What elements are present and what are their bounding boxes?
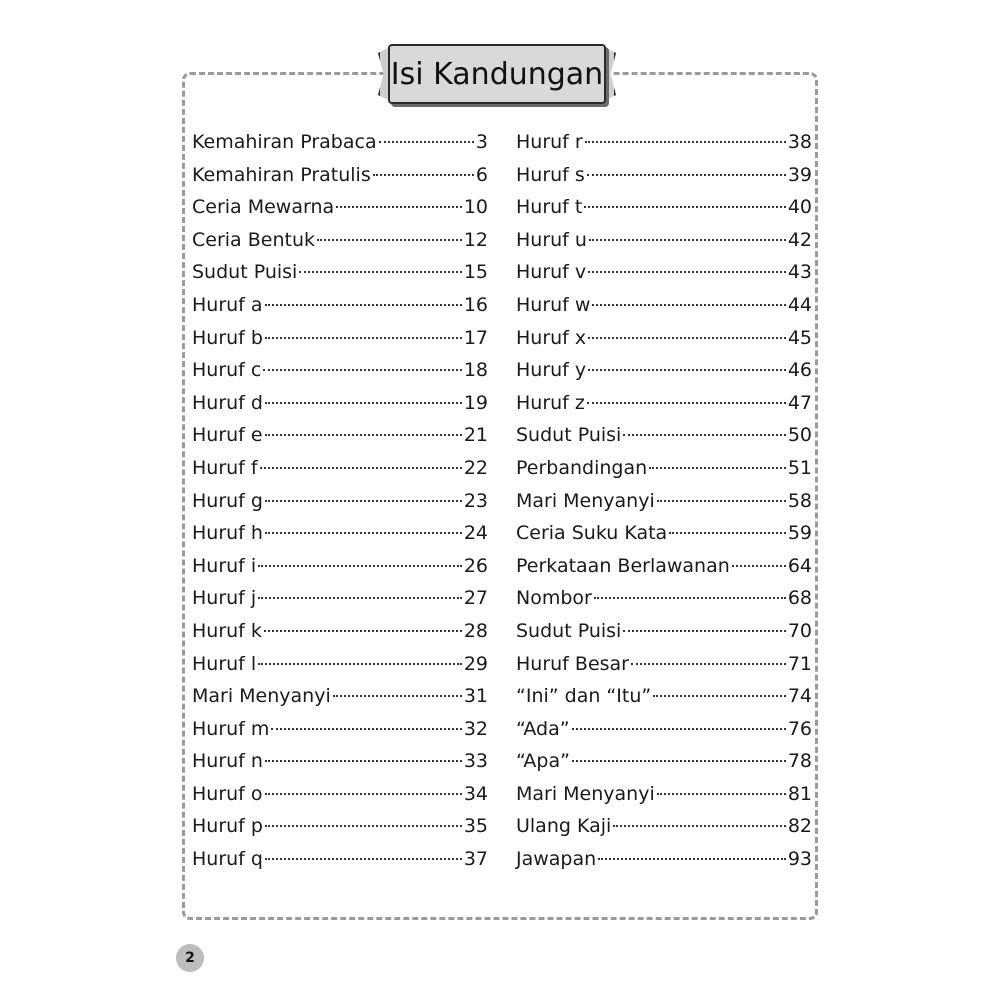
toc-entry bbox=[192, 582, 488, 615]
toc-entry-label: Huruf x bbox=[516, 326, 587, 349]
toc-entry-page-number: 27 bbox=[463, 587, 488, 610]
dot-leader bbox=[260, 467, 462, 469]
toc-entry-page-number: 29 bbox=[463, 652, 488, 675]
toc-entry-page-number: 68 bbox=[787, 587, 812, 610]
toc-entry-label: Nombor bbox=[516, 587, 592, 610]
toc-entry-label: Perbandingan bbox=[516, 456, 648, 479]
toc-entry bbox=[516, 322, 812, 355]
toc-entry-label: Perkataan Berlawanan bbox=[516, 554, 730, 577]
toc-entry-label: Mari Menyanyi bbox=[192, 685, 331, 708]
toc-entry bbox=[192, 810, 488, 843]
dot-leader bbox=[613, 825, 786, 827]
dot-leader bbox=[585, 141, 786, 143]
toc-entry bbox=[516, 126, 812, 159]
toc-entry-page-number: 37 bbox=[463, 848, 488, 871]
toc-entry-label: Huruf g bbox=[192, 489, 263, 512]
dot-leader bbox=[265, 337, 462, 339]
toc-entry bbox=[192, 224, 488, 257]
page-title: Isi Kandungan bbox=[388, 44, 606, 104]
toc-entry-label: Huruf b bbox=[192, 326, 263, 349]
toc-entry-page-number: 70 bbox=[787, 619, 812, 642]
dot-leader bbox=[333, 695, 462, 697]
dot-leader bbox=[299, 271, 461, 273]
toc-entry-label: Huruf z bbox=[516, 391, 585, 414]
toc-entry-page-number: 34 bbox=[463, 782, 488, 805]
toc-entry-page-number: 58 bbox=[787, 489, 812, 512]
dot-leader bbox=[336, 206, 462, 208]
toc-entry-page-number: 23 bbox=[463, 489, 488, 512]
toc-entry-label: Huruf d bbox=[192, 391, 263, 414]
toc-entry-label: “Ini” dan “Itu” bbox=[516, 685, 652, 708]
toc-entry bbox=[192, 191, 488, 224]
toc-entry-page-number: 44 bbox=[787, 293, 812, 316]
dot-leader bbox=[631, 663, 786, 665]
toc-entry bbox=[516, 387, 812, 420]
dot-leader bbox=[265, 500, 462, 502]
dot-leader bbox=[594, 597, 786, 599]
toc-entry-page-number: 28 bbox=[463, 619, 488, 642]
toc-entry-page-number: 22 bbox=[463, 456, 488, 479]
toc-entry-label: Huruf r bbox=[516, 131, 583, 153]
toc-entry-page-number: 50 bbox=[787, 424, 812, 447]
toc-entry bbox=[192, 159, 488, 192]
toc-entry-label: Jawapan bbox=[516, 848, 597, 871]
toc-entry-page-number: 33 bbox=[463, 750, 488, 773]
toc-entry-label: Huruf h bbox=[192, 522, 263, 545]
toc-entry bbox=[516, 778, 812, 811]
toc-entry-label: Huruf p bbox=[192, 815, 263, 838]
toc-entry bbox=[516, 680, 812, 713]
toc-entry-label: Huruf q bbox=[192, 848, 263, 871]
dot-leader bbox=[592, 304, 785, 306]
toc-entry-page-number: 10 bbox=[463, 196, 488, 219]
toc-entry-label: Huruf t bbox=[516, 196, 583, 219]
toc-entry-label: Sudut Puisi bbox=[516, 424, 622, 447]
toc-entry-label: Huruf w bbox=[516, 293, 591, 316]
toc-entry-label: Ceria Bentuk bbox=[192, 228, 315, 251]
toc-entry-label: Huruf u bbox=[516, 228, 587, 251]
toc-entry-page-number: 15 bbox=[463, 261, 488, 284]
toc-entry bbox=[192, 354, 488, 387]
dot-leader bbox=[584, 206, 785, 208]
toc-entry-page-number: 71 bbox=[787, 652, 812, 675]
dot-leader bbox=[623, 434, 785, 436]
toc-entry-page-number: 6 bbox=[475, 163, 488, 186]
dot-leader bbox=[265, 858, 462, 860]
toc-entry-label: Huruf k bbox=[192, 619, 262, 642]
dot-leader bbox=[258, 597, 462, 599]
toc-entry-page-number: 46 bbox=[787, 359, 812, 382]
toc-entry-page-number: 26 bbox=[463, 554, 488, 577]
toc-entry-page-number: 74 bbox=[787, 685, 812, 708]
toc-entry-page-number: 40 bbox=[787, 196, 812, 219]
dot-leader bbox=[653, 695, 786, 697]
toc-entry-label: Ceria Mewarna bbox=[192, 196, 335, 219]
toc-entry bbox=[516, 713, 812, 746]
toc-entry-label: Huruf l bbox=[192, 652, 257, 675]
dot-leader bbox=[657, 500, 786, 502]
dot-leader bbox=[265, 793, 462, 795]
toc-entry-label: Huruf e bbox=[192, 424, 263, 447]
toc-entry-label: “Apa” bbox=[516, 750, 570, 773]
toc-entry-page-number: 38 bbox=[787, 131, 812, 153]
dot-leader bbox=[623, 630, 785, 632]
toc-entry-label: Huruf n bbox=[192, 750, 263, 773]
toc-entry bbox=[192, 387, 488, 420]
toc-entry-label: Huruf Besar bbox=[516, 652, 629, 675]
toc-entry-page-number: 59 bbox=[787, 522, 812, 545]
dot-leader bbox=[265, 402, 462, 404]
toc-entry bbox=[192, 745, 488, 778]
dot-leader bbox=[732, 565, 786, 567]
toc-entry bbox=[516, 256, 812, 289]
toc-entry bbox=[192, 485, 488, 518]
dot-leader bbox=[588, 337, 786, 339]
toc-entry bbox=[192, 550, 488, 583]
toc-entry-label: Huruf f bbox=[192, 456, 258, 479]
toc-entry bbox=[516, 224, 812, 257]
toc-entry-page-number: 19 bbox=[463, 391, 488, 414]
dot-leader bbox=[589, 239, 786, 241]
toc-entry bbox=[516, 289, 812, 322]
dot-leader bbox=[264, 630, 462, 632]
dot-leader bbox=[265, 825, 462, 827]
dot-leader bbox=[588, 271, 786, 273]
dot-leader bbox=[669, 532, 786, 534]
dot-leader bbox=[587, 402, 786, 404]
toc-entry-page-number: 82 bbox=[787, 815, 812, 838]
toc-entry-label: Huruf v bbox=[516, 261, 587, 284]
toc-entry-label: Huruf m bbox=[192, 717, 270, 740]
toc-entry bbox=[192, 256, 488, 289]
table-of-contents bbox=[192, 126, 812, 876]
toc-entry bbox=[516, 159, 812, 192]
dot-leader bbox=[373, 174, 474, 176]
toc-entry-label: Kemahiran Pratulis bbox=[192, 163, 371, 186]
toc-entry bbox=[516, 648, 812, 681]
dot-leader bbox=[588, 369, 786, 371]
dot-leader bbox=[263, 369, 461, 371]
toc-entry-label: Huruf y bbox=[516, 359, 587, 382]
toc-entry-page-number: 35 bbox=[463, 815, 488, 838]
toc-entry-label: Huruf s bbox=[516, 163, 585, 186]
toc-entry-label: Huruf i bbox=[192, 554, 257, 577]
toc-entry-page-number: 47 bbox=[787, 391, 812, 414]
toc-entry-page-number: 18 bbox=[463, 359, 488, 382]
dot-leader bbox=[587, 174, 786, 176]
toc-entry-label: Huruf j bbox=[192, 587, 257, 610]
toc-entry-page-number: 16 bbox=[463, 293, 488, 316]
toc-entry-page-number: 17 bbox=[463, 326, 488, 349]
toc-entry-label: Sudut Puisi bbox=[516, 619, 622, 642]
toc-entry bbox=[516, 582, 812, 615]
toc-entry-page-number: 51 bbox=[787, 456, 812, 479]
toc-entry bbox=[516, 550, 812, 583]
dot-leader bbox=[271, 728, 461, 730]
toc-entry-page-number: 24 bbox=[463, 522, 488, 545]
toc-entry bbox=[192, 713, 488, 746]
dot-leader bbox=[379, 141, 474, 143]
toc-entry-label: Kemahiran Prabaca bbox=[192, 131, 377, 153]
dot-leader bbox=[572, 760, 786, 762]
toc-entry bbox=[516, 191, 812, 224]
toc-entry bbox=[516, 615, 812, 648]
toc-right-column bbox=[516, 126, 812, 876]
toc-entry bbox=[516, 452, 812, 485]
toc-entry-page-number: 3 bbox=[475, 131, 488, 153]
toc-entry bbox=[192, 517, 488, 550]
toc-entry-page-number: 31 bbox=[463, 685, 488, 708]
toc-entry-label: Huruf o bbox=[192, 782, 263, 805]
toc-entry bbox=[192, 126, 488, 159]
toc-entry-label: Sudut Puisi bbox=[192, 261, 298, 284]
toc-entry bbox=[516, 843, 812, 876]
toc-entry bbox=[192, 648, 488, 681]
dot-leader bbox=[649, 467, 786, 469]
toc-entry-page-number: 21 bbox=[463, 424, 488, 447]
toc-entry-label: Ulang Kaji bbox=[516, 815, 612, 838]
toc-entry-page-number: 81 bbox=[787, 782, 812, 805]
dot-leader bbox=[265, 434, 462, 436]
dot-leader bbox=[317, 239, 462, 241]
toc-entry-page-number: 43 bbox=[787, 261, 812, 284]
toc-entry bbox=[192, 452, 488, 485]
toc-entry bbox=[516, 485, 812, 518]
toc-entry bbox=[192, 680, 488, 713]
toc-entry-page-number: 45 bbox=[787, 326, 812, 349]
toc-left-column bbox=[192, 126, 488, 876]
dot-leader bbox=[265, 532, 462, 534]
toc-entry-page-number: 93 bbox=[787, 848, 812, 871]
page-number-badge: 2 bbox=[176, 944, 204, 972]
toc-entry bbox=[192, 615, 488, 648]
dot-leader bbox=[598, 858, 786, 860]
toc-entry-page-number: 12 bbox=[463, 228, 488, 251]
toc-entry bbox=[516, 419, 812, 452]
toc-entry-label: Mari Menyanyi bbox=[516, 489, 655, 512]
dot-leader bbox=[258, 565, 462, 567]
toc-entry bbox=[516, 517, 812, 550]
toc-entry-label: Mari Menyanyi bbox=[516, 782, 655, 805]
toc-entry-label: Huruf c bbox=[192, 359, 262, 382]
toc-entry bbox=[192, 419, 488, 452]
toc-entry-label: “Ada” bbox=[516, 717, 570, 740]
dot-leader bbox=[265, 760, 462, 762]
dot-leader bbox=[657, 793, 786, 795]
toc-entry-page-number: 64 bbox=[787, 554, 812, 577]
toc-entry bbox=[516, 810, 812, 843]
toc-entry bbox=[516, 354, 812, 387]
dot-leader bbox=[258, 663, 462, 665]
toc-entry-page-number: 32 bbox=[463, 717, 488, 740]
dot-leader bbox=[265, 304, 462, 306]
toc-entry-page-number: 76 bbox=[787, 717, 812, 740]
toc-entry-page-number: 78 bbox=[787, 750, 812, 773]
toc-entry-label: Huruf a bbox=[192, 293, 263, 316]
dot-leader bbox=[572, 728, 786, 730]
toc-entry bbox=[192, 322, 488, 355]
toc-entry bbox=[192, 843, 488, 876]
toc-entry-page-number: 39 bbox=[787, 163, 812, 186]
toc-entry bbox=[192, 778, 488, 811]
toc-entry-label: Ceria Suku Kata bbox=[516, 522, 668, 545]
toc-entry bbox=[192, 289, 488, 322]
toc-entry bbox=[516, 745, 812, 778]
toc-entry-page-number: 42 bbox=[787, 228, 812, 251]
